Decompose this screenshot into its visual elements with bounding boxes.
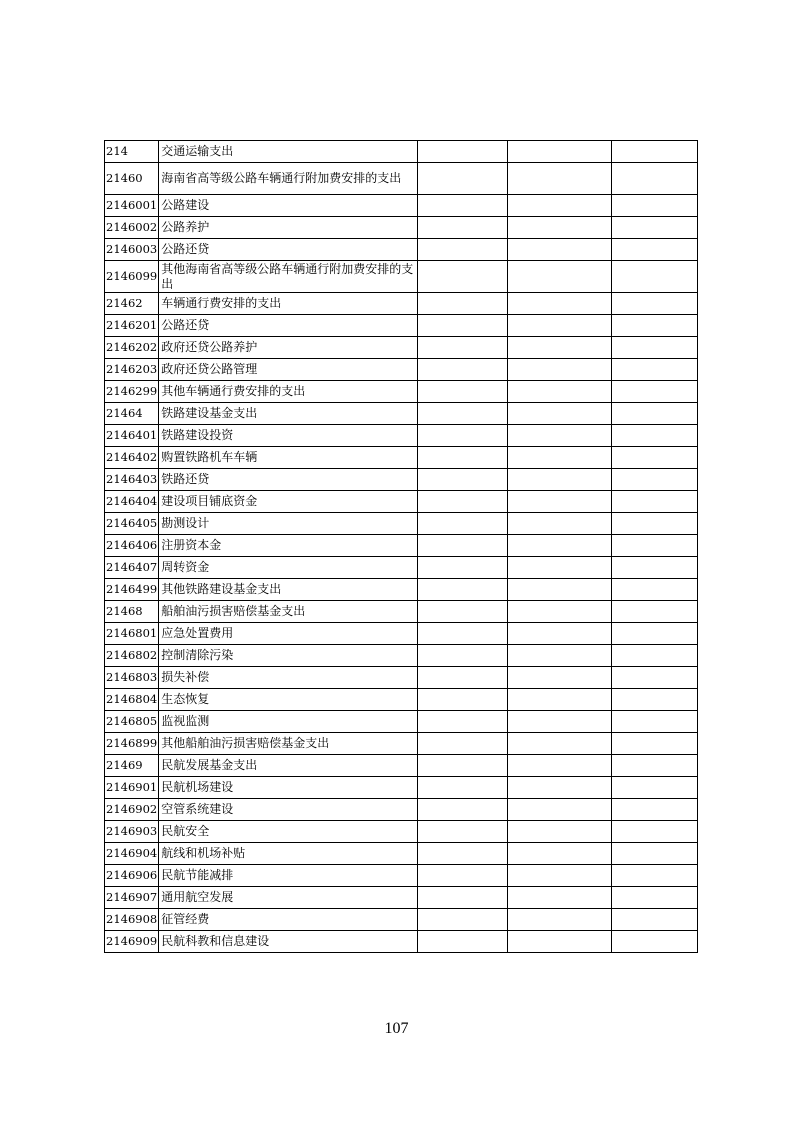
row-name: 公路还贷 (159, 315, 418, 337)
row-name: 政府还贷公路养护 (159, 337, 418, 359)
empty-cell (612, 381, 698, 403)
empty-cell (508, 645, 612, 667)
table-row (105, 513, 698, 535)
empty-cell (612, 359, 698, 381)
table-row (105, 601, 698, 623)
empty-cell (508, 733, 612, 755)
row-name: 监视监测 (159, 711, 418, 733)
empty-cell (612, 755, 698, 777)
table-row (105, 217, 698, 239)
row-name: 铁路还贷 (159, 469, 418, 491)
empty-cell (612, 513, 698, 535)
row-code: 2146203 (105, 359, 159, 381)
empty-cell (612, 601, 698, 623)
empty-cell (418, 623, 508, 645)
row-code: 2146405 (105, 513, 159, 535)
empty-cell (612, 293, 698, 315)
empty-cell (418, 777, 508, 799)
empty-cell (508, 513, 612, 535)
empty-cell (612, 315, 698, 337)
empty-cell (418, 821, 508, 843)
table-row (105, 755, 698, 777)
row-code: 2146901 (105, 777, 159, 799)
empty-cell (508, 315, 612, 337)
table-row (105, 865, 698, 887)
row-name: 其他车辆通行费安排的支出 (159, 381, 418, 403)
empty-cell (508, 217, 612, 239)
empty-cell (508, 755, 612, 777)
row-code: 2146904 (105, 843, 159, 865)
table-row (105, 777, 698, 799)
row-code: 2146299 (105, 381, 159, 403)
empty-cell (418, 865, 508, 887)
empty-cell (418, 601, 508, 623)
row-name: 其他海南省高等级公路车辆通行附加费安排的支出 (159, 261, 418, 293)
empty-cell (418, 557, 508, 579)
row-code: 2146099 (105, 261, 159, 293)
row-name: 建设项目铺底资金 (159, 491, 418, 513)
empty-cell (508, 909, 612, 931)
empty-cell (418, 163, 508, 195)
row-name: 海南省高等级公路车辆通行附加费安排的支出 (159, 163, 418, 195)
row-name: 铁路建设基金支出 (159, 403, 418, 425)
table-row (105, 711, 698, 733)
row-code: 2146803 (105, 667, 159, 689)
table-row (105, 645, 698, 667)
empty-cell (612, 491, 698, 513)
empty-cell (418, 513, 508, 535)
row-code: 2146804 (105, 689, 159, 711)
row-name: 公路养护 (159, 217, 418, 239)
empty-cell (418, 909, 508, 931)
empty-cell (612, 195, 698, 217)
table-row (105, 689, 698, 711)
row-name: 生态恢复 (159, 689, 418, 711)
empty-cell (418, 217, 508, 239)
empty-cell (612, 843, 698, 865)
table-row (105, 491, 698, 513)
table-body (105, 141, 698, 953)
row-name: 民航安全 (159, 821, 418, 843)
row-code: 2146001 (105, 195, 159, 217)
empty-cell (612, 733, 698, 755)
empty-cell (418, 667, 508, 689)
empty-cell (418, 469, 508, 491)
empty-cell (508, 799, 612, 821)
empty-cell (508, 689, 612, 711)
row-code: 2146403 (105, 469, 159, 491)
row-code: 21460 (105, 163, 159, 195)
empty-cell (418, 645, 508, 667)
table-row (105, 887, 698, 909)
table-row (105, 469, 698, 491)
empty-cell (418, 535, 508, 557)
empty-cell (508, 447, 612, 469)
row-code: 2146003 (105, 239, 159, 261)
empty-cell (612, 887, 698, 909)
empty-cell (418, 261, 508, 293)
row-name: 空管系统建设 (159, 799, 418, 821)
table-row (105, 557, 698, 579)
empty-cell (612, 239, 698, 261)
row-name: 航线和机场补贴 (159, 843, 418, 865)
row-name: 勘测设计 (159, 513, 418, 535)
empty-cell (508, 381, 612, 403)
empty-cell (508, 469, 612, 491)
empty-cell (612, 821, 698, 843)
empty-cell (418, 931, 508, 953)
row-code: 2146401 (105, 425, 159, 447)
table-row (105, 909, 698, 931)
table-row (105, 195, 698, 217)
row-code: 2146908 (105, 909, 159, 931)
row-code: 2146802 (105, 645, 159, 667)
table-row (105, 425, 698, 447)
row-name: 控制清除污染 (159, 645, 418, 667)
empty-cell (508, 491, 612, 513)
empty-cell (612, 557, 698, 579)
empty-cell (418, 195, 508, 217)
empty-cell (508, 623, 612, 645)
empty-cell (418, 843, 508, 865)
empty-cell (418, 733, 508, 755)
empty-cell (418, 447, 508, 469)
empty-cell (418, 799, 508, 821)
empty-cell (508, 711, 612, 733)
row-code: 2146903 (105, 821, 159, 843)
table-row (105, 359, 698, 381)
row-code: 2146402 (105, 447, 159, 469)
empty-cell (508, 601, 612, 623)
empty-cell (418, 491, 508, 513)
table-row (105, 579, 698, 601)
empty-cell (612, 865, 698, 887)
empty-cell (612, 579, 698, 601)
row-code: 2146909 (105, 931, 159, 953)
empty-cell (508, 337, 612, 359)
row-name: 铁路建设投资 (159, 425, 418, 447)
row-name: 购置铁路机车车辆 (159, 447, 418, 469)
empty-cell (418, 141, 508, 163)
empty-cell (612, 469, 698, 491)
empty-cell (612, 931, 698, 953)
empty-cell (418, 293, 508, 315)
empty-cell (612, 217, 698, 239)
empty-cell (612, 261, 698, 293)
table-row (105, 239, 698, 261)
row-code: 2146201 (105, 315, 159, 337)
row-name: 征管经费 (159, 909, 418, 931)
empty-cell (508, 403, 612, 425)
empty-cell (418, 403, 508, 425)
row-name: 民航科教和信息建设 (159, 931, 418, 953)
table-row (105, 381, 698, 403)
empty-cell (418, 887, 508, 909)
table-row (105, 821, 698, 843)
row-name: 周转资金 (159, 557, 418, 579)
row-name: 应急处置费用 (159, 623, 418, 645)
empty-cell (508, 195, 612, 217)
row-name: 民航发展基金支出 (159, 755, 418, 777)
row-code: 2146406 (105, 535, 159, 557)
empty-cell (508, 931, 612, 953)
row-name: 车辆通行费安排的支出 (159, 293, 418, 315)
table-row (105, 799, 698, 821)
empty-cell (612, 909, 698, 931)
row-code: 2146902 (105, 799, 159, 821)
empty-cell (508, 425, 612, 447)
empty-cell (612, 447, 698, 469)
empty-cell (508, 239, 612, 261)
row-code: 21468 (105, 601, 159, 623)
table-row (105, 337, 698, 359)
empty-cell (612, 403, 698, 425)
row-code: 2146002 (105, 217, 159, 239)
empty-cell (508, 557, 612, 579)
empty-cell (418, 689, 508, 711)
empty-cell (508, 359, 612, 381)
table-row (105, 141, 698, 163)
row-code: 2146202 (105, 337, 159, 359)
page-number: 107 (384, 1020, 409, 1037)
row-code: 2146404 (105, 491, 159, 513)
row-code: 2146801 (105, 623, 159, 645)
table-row (105, 931, 698, 953)
table-row (105, 535, 698, 557)
empty-cell (418, 359, 508, 381)
empty-cell (612, 689, 698, 711)
table-row (105, 315, 698, 337)
table-row (105, 623, 698, 645)
empty-cell (612, 667, 698, 689)
empty-cell (508, 821, 612, 843)
row-code: 21464 (105, 403, 159, 425)
table-row (105, 293, 698, 315)
row-code: 21469 (105, 755, 159, 777)
empty-cell (508, 865, 612, 887)
row-code: 2146805 (105, 711, 159, 733)
row-code: 214 (105, 141, 159, 163)
empty-cell (508, 777, 612, 799)
table-row (105, 403, 698, 425)
table-row (105, 733, 698, 755)
row-name: 损失补偿 (159, 667, 418, 689)
empty-cell (612, 337, 698, 359)
empty-cell (508, 141, 612, 163)
empty-cell (508, 261, 612, 293)
row-name: 民航机场建设 (159, 777, 418, 799)
row-name: 其他铁路建设基金支出 (159, 579, 418, 601)
empty-cell (612, 141, 698, 163)
table-row (105, 261, 698, 293)
row-name: 其他船舶油污损害赔偿基金支出 (159, 733, 418, 755)
row-code: 2146499 (105, 579, 159, 601)
empty-cell (612, 711, 698, 733)
row-name: 注册资本金 (159, 535, 418, 557)
empty-cell (612, 799, 698, 821)
row-name: 民航节能减排 (159, 865, 418, 887)
empty-cell (418, 425, 508, 447)
row-name: 船舶油污损害赔偿基金支出 (159, 601, 418, 623)
empty-cell (612, 623, 698, 645)
empty-cell (418, 315, 508, 337)
empty-cell (508, 843, 612, 865)
empty-cell (612, 777, 698, 799)
table-row (105, 163, 698, 195)
row-code: 2146907 (105, 887, 159, 909)
empty-cell (418, 579, 508, 601)
empty-cell (612, 535, 698, 557)
empty-cell (612, 163, 698, 195)
empty-cell (508, 887, 612, 909)
empty-cell (418, 755, 508, 777)
row-name: 政府还贷公路管理 (159, 359, 418, 381)
row-name: 公路还贷 (159, 239, 418, 261)
table-row (105, 843, 698, 865)
row-code: 2146899 (105, 733, 159, 755)
empty-cell (508, 535, 612, 557)
row-code: 2146906 (105, 865, 159, 887)
empty-cell (612, 645, 698, 667)
row-name: 公路建设 (159, 195, 418, 217)
empty-cell (418, 711, 508, 733)
empty-cell (508, 293, 612, 315)
row-code: 21462 (105, 293, 159, 315)
row-name: 交通运输支出 (159, 141, 418, 163)
empty-cell (508, 163, 612, 195)
row-code: 2146407 (105, 557, 159, 579)
row-name: 通用航空发展 (159, 887, 418, 909)
empty-cell (612, 425, 698, 447)
empty-cell (418, 381, 508, 403)
empty-cell (508, 579, 612, 601)
empty-cell (418, 337, 508, 359)
table-row (105, 447, 698, 469)
table-row (105, 667, 698, 689)
budget-table (104, 140, 698, 953)
empty-cell (418, 239, 508, 261)
empty-cell (508, 667, 612, 689)
